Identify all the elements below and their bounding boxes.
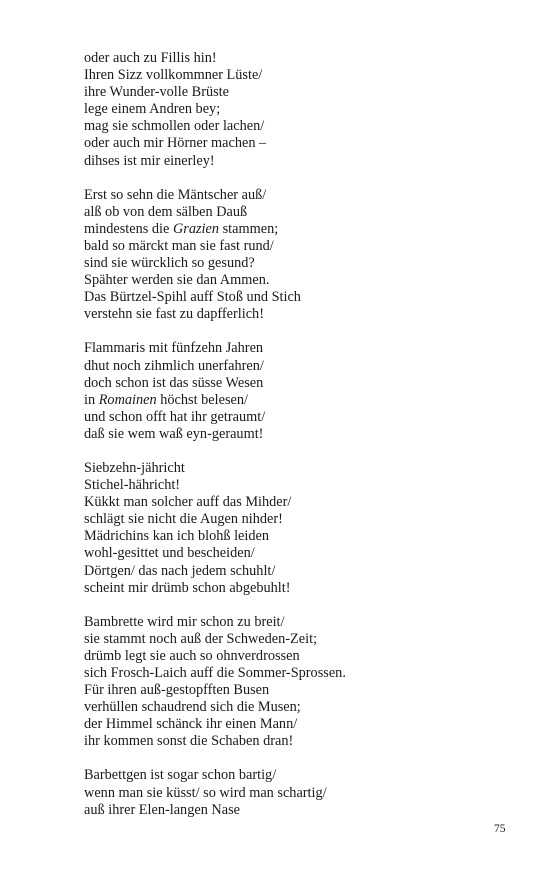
stanza bbox=[84, 460, 524, 597]
verse-line: Dörtgen/ das nach jedem schuhlt/ bbox=[84, 562, 276, 579]
verse-line: oder auch mir Hörner machen – bbox=[84, 135, 267, 152]
verse-line: alß ob von dem sälben Dauß bbox=[84, 203, 248, 220]
verse-line: Bambrette wird mir schon zu breit/ bbox=[84, 613, 285, 630]
verse-line: und schon offt hat ihr getraumt/ bbox=[84, 408, 266, 425]
verse-line: auß ihrer Elen-langen Nase bbox=[84, 801, 241, 818]
verse-line bbox=[84, 392, 524, 409]
verse-italic-word: Grazien bbox=[172, 220, 220, 237]
verse-line: daß sie wem waß eyn-geraumt! bbox=[84, 425, 264, 442]
verse-text: mindestens die bbox=[84, 220, 173, 237]
verse-line: Erst so sehn die Mäntscher auß/ bbox=[84, 186, 267, 203]
verse-line: Flammaris mit fünfzehn Jahren bbox=[84, 340, 264, 357]
verse-line: wenn man sie küsst/ so wird man schartig/ bbox=[84, 784, 327, 801]
verse-line: lege einem Andren bey; bbox=[84, 101, 221, 118]
verse-line: Ihren Sizz vollkommner Lüste/ bbox=[84, 67, 263, 84]
verse-line bbox=[84, 221, 524, 238]
verse-line: Das Bürtzel-Spihl auff Stoß und Stich bbox=[84, 289, 301, 306]
verse-line: Stichel-hähricht! bbox=[84, 477, 181, 494]
verse-line: bald so märckt man sie fast rund/ bbox=[84, 237, 274, 254]
verse-line: drümb legt sie auch so ohnverdrossen bbox=[84, 647, 300, 664]
verse-line: ihre Wunder-volle Brüste bbox=[84, 84, 229, 101]
verse-line: schlägt sie nicht die Augen nihder! bbox=[84, 511, 283, 528]
stanza bbox=[84, 614, 524, 751]
verse-line: sich Frosch-Laich auff die Sommer-Sprossen. bbox=[84, 665, 346, 681]
verse-line: doch schon ist das süsse Wesen bbox=[84, 374, 264, 391]
verse-text: in bbox=[84, 391, 99, 408]
verse-line: sind sie würcklich so gesund? bbox=[84, 255, 255, 272]
verse-line: dhut noch zihmlich unerfahren/ bbox=[84, 357, 264, 374]
page-number: 75 bbox=[494, 823, 506, 835]
stanza bbox=[84, 767, 524, 818]
verse-line: wohl-gesittet und bescheiden/ bbox=[84, 545, 255, 562]
verse-line: verhüllen schaudrend sich die Musen; bbox=[84, 699, 301, 716]
verse-italic-word: Romainen bbox=[98, 391, 157, 408]
verse-line: Siebzehn-jähricht bbox=[84, 459, 185, 476]
poem-text bbox=[84, 50, 524, 836]
verse-line: oder auch zu Fillis hin! bbox=[84, 50, 217, 66]
verse-line: sie stammt noch auß der Schweden-Zeit; bbox=[84, 630, 318, 647]
verse-line: ihr kommen sonst die Schaben dran! bbox=[84, 733, 294, 750]
verse-line: Spähter werden sie dan Ammen. bbox=[84, 272, 270, 289]
verse-line: Barbettgen ist sogar schon bartig/ bbox=[84, 767, 277, 784]
verse-line: der Himmel schänck ihr einen Mann/ bbox=[84, 716, 298, 733]
verse-line: Für ihren auß-gestopfften Busen bbox=[84, 682, 270, 699]
verse-text: stammen; bbox=[219, 220, 279, 237]
verse-text: höchst belesen/ bbox=[156, 391, 249, 408]
stanza bbox=[84, 187, 524, 324]
stanza bbox=[84, 340, 524, 443]
verse-line: verstehn sie fast zu dapfferlich! bbox=[84, 306, 264, 323]
verse-line: Kükkt man solcher auff das Mihder/ bbox=[84, 494, 292, 511]
verse-line: dihses ist mir einerley! bbox=[84, 152, 215, 169]
stanza bbox=[84, 50, 524, 170]
verse-line: Mädrichins kan ich blohß leiden bbox=[84, 528, 270, 545]
verse-line: mag sie schmollen oder lachen/ bbox=[84, 118, 265, 135]
verse-line: scheint mir drümb schon abgebuhlt! bbox=[84, 579, 291, 596]
